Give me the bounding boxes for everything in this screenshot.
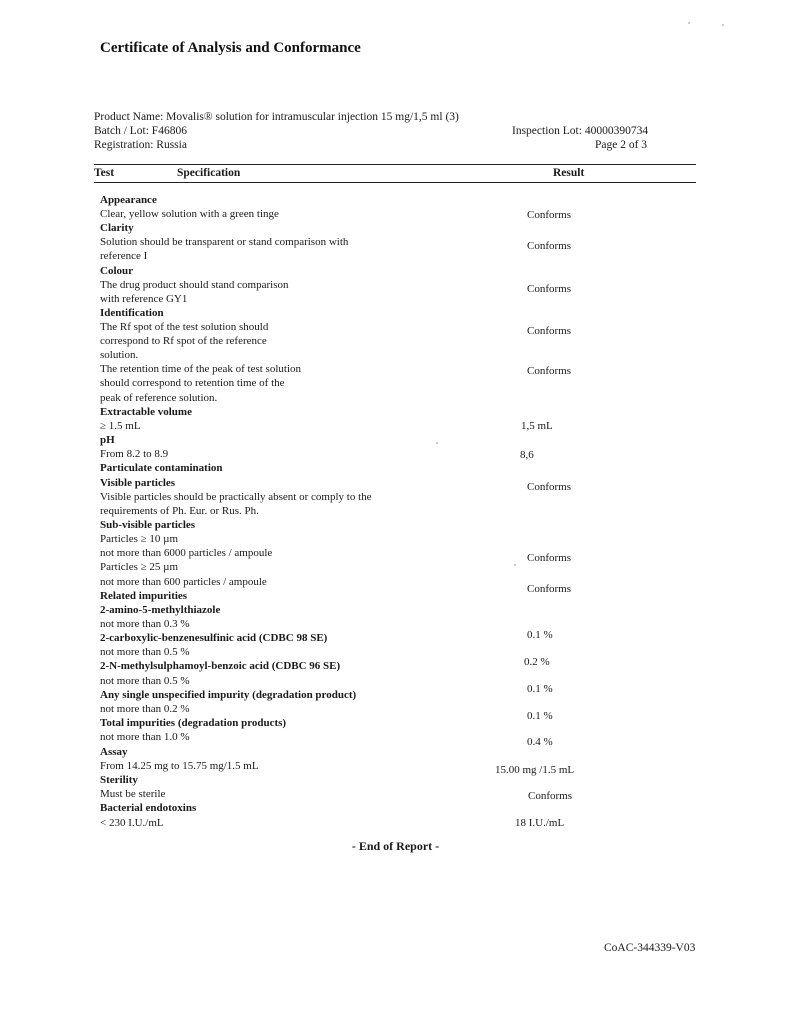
- specification-text: reference I: [100, 250, 148, 262]
- test-heading: 2-N-methylsulphamoyl-benzoic acid (CDBC 96 SE): [100, 660, 341, 672]
- specification-text: Solution should be transparent or stand comparison with: [100, 236, 349, 248]
- test-heading: Any single unspecified impurity (degradation product): [100, 689, 357, 701]
- specification-text: Visible particles should be practically absent or comply to the: [100, 491, 372, 503]
- specification-text: From 14.25 mg to 15.75 mg/1.5 mL: [100, 760, 259, 772]
- test-heading: Colour: [100, 265, 133, 277]
- column-header-specification: Specification: [177, 167, 241, 179]
- scan-speck: [436, 442, 438, 444]
- inspection-lot: Inspection Lot: 40000390734: [512, 125, 649, 137]
- specification-text: not more than 600 particles / ampoule: [100, 576, 267, 588]
- result-value: 18 I.U./mL: [515, 817, 565, 829]
- test-heading: Visible particles: [100, 477, 176, 489]
- specification-text: correspond to Rf spot of the reference: [100, 335, 267, 347]
- specification-text: Clear, yellow solution with a green tinge: [100, 208, 279, 220]
- specification-text: From 8.2 to 8.9: [100, 448, 169, 460]
- result-value: 0.1 %: [527, 683, 553, 695]
- registration: Registration: Russia: [94, 139, 187, 151]
- specification-text: Particles ≥ 25 µm: [100, 561, 179, 573]
- test-heading: Bacterial endotoxins: [100, 802, 197, 814]
- result-value: Conforms: [527, 481, 571, 493]
- test-heading: Extractable volume: [100, 406, 192, 418]
- specification-text: requirements of Ph. Eur. or Rus. Ph.: [100, 505, 259, 517]
- specification-text: not more than 6000 particles / ampoule: [100, 547, 273, 559]
- specification-text: < 230 I.U./mL: [100, 817, 164, 829]
- column-header-test: Test: [94, 167, 115, 179]
- result-value: 0.4 %: [527, 736, 553, 748]
- test-heading: 2-amino-5-methylthiazole: [100, 604, 221, 616]
- end-of-report: - End of Report -: [351, 839, 440, 853]
- result-value: 1,5 mL: [521, 420, 553, 432]
- specification-text: not more than 0.3 %: [100, 618, 190, 630]
- specification-text: peak of reference solution.: [100, 392, 218, 404]
- batch-lot: Batch / Lot: F46806: [94, 125, 187, 137]
- header-rule-top: [94, 164, 696, 165]
- result-value: Conforms: [527, 552, 571, 564]
- page-number: Page 2 of 3: [595, 139, 648, 151]
- result-value: Conforms: [527, 325, 571, 337]
- specification-text: solution.: [100, 349, 139, 361]
- specification-text: should correspond to retention time of the: [100, 377, 285, 389]
- specification-text: not more than 1.0 %: [100, 731, 190, 743]
- result-value: Conforms: [527, 283, 571, 295]
- specification-text: with reference GY1: [100, 293, 188, 305]
- scan-speck: [514, 564, 516, 566]
- test-heading: Sub-visible particles: [100, 519, 196, 531]
- result-value: Conforms: [527, 240, 571, 252]
- test-heading: Assay: [100, 746, 128, 758]
- test-heading: Identification: [100, 307, 164, 319]
- result-value: Conforms: [527, 209, 571, 221]
- test-heading: Related impurities: [100, 590, 188, 602]
- test-heading: pH: [100, 434, 115, 446]
- document-code: CoAC-344339-V03: [604, 942, 696, 954]
- specification-text: not more than 0.5 %: [100, 646, 190, 658]
- specification-text: The retention time of the peak of test solution: [100, 363, 302, 375]
- test-heading: Appearance: [100, 194, 157, 206]
- result-value: Conforms: [527, 365, 571, 377]
- specification-text: The drug product should stand comparison: [100, 279, 289, 291]
- result-value: 0.1 %: [527, 710, 553, 722]
- specification-text: not more than 0.5 %: [100, 675, 190, 687]
- result-value: 8,6: [520, 449, 534, 461]
- test-heading: Clarity: [100, 222, 134, 234]
- test-heading: Particulate contamination: [100, 462, 223, 474]
- product-name: Product Name: Movalis® solution for intramuscular injection 15 mg/1,5 ml (3): [94, 111, 459, 123]
- specification-text: Particles ≥ 10 µm: [100, 533, 179, 545]
- result-value: 0.2 %: [524, 656, 550, 668]
- test-heading: 2-carboxylic-benzenesulfinic acid (CDBC 98 SE): [100, 632, 328, 644]
- result-value: Conforms: [528, 790, 572, 802]
- specification-text: ≥ 1.5 mL: [100, 420, 141, 432]
- specification-text: The Rf spot of the test solution should: [100, 321, 269, 333]
- specification-text: not more than 0.2 %: [100, 703, 190, 715]
- document-title: Certificate of Analysis and Conformance: [100, 40, 361, 56]
- test-heading: Total impurities (degradation products): [100, 717, 287, 729]
- result-value: 0.1 %: [527, 629, 553, 641]
- test-heading: Sterility: [100, 774, 138, 786]
- specification-text: Must be sterile: [100, 788, 166, 800]
- scan-speck: [722, 24, 724, 26]
- header-rule-bottom: [94, 182, 696, 183]
- column-header-result: Result: [553, 167, 585, 179]
- result-value: Conforms: [527, 583, 571, 595]
- scan-speck: [688, 22, 690, 24]
- result-value: 15.00 mg /1.5 mL: [495, 764, 575, 776]
